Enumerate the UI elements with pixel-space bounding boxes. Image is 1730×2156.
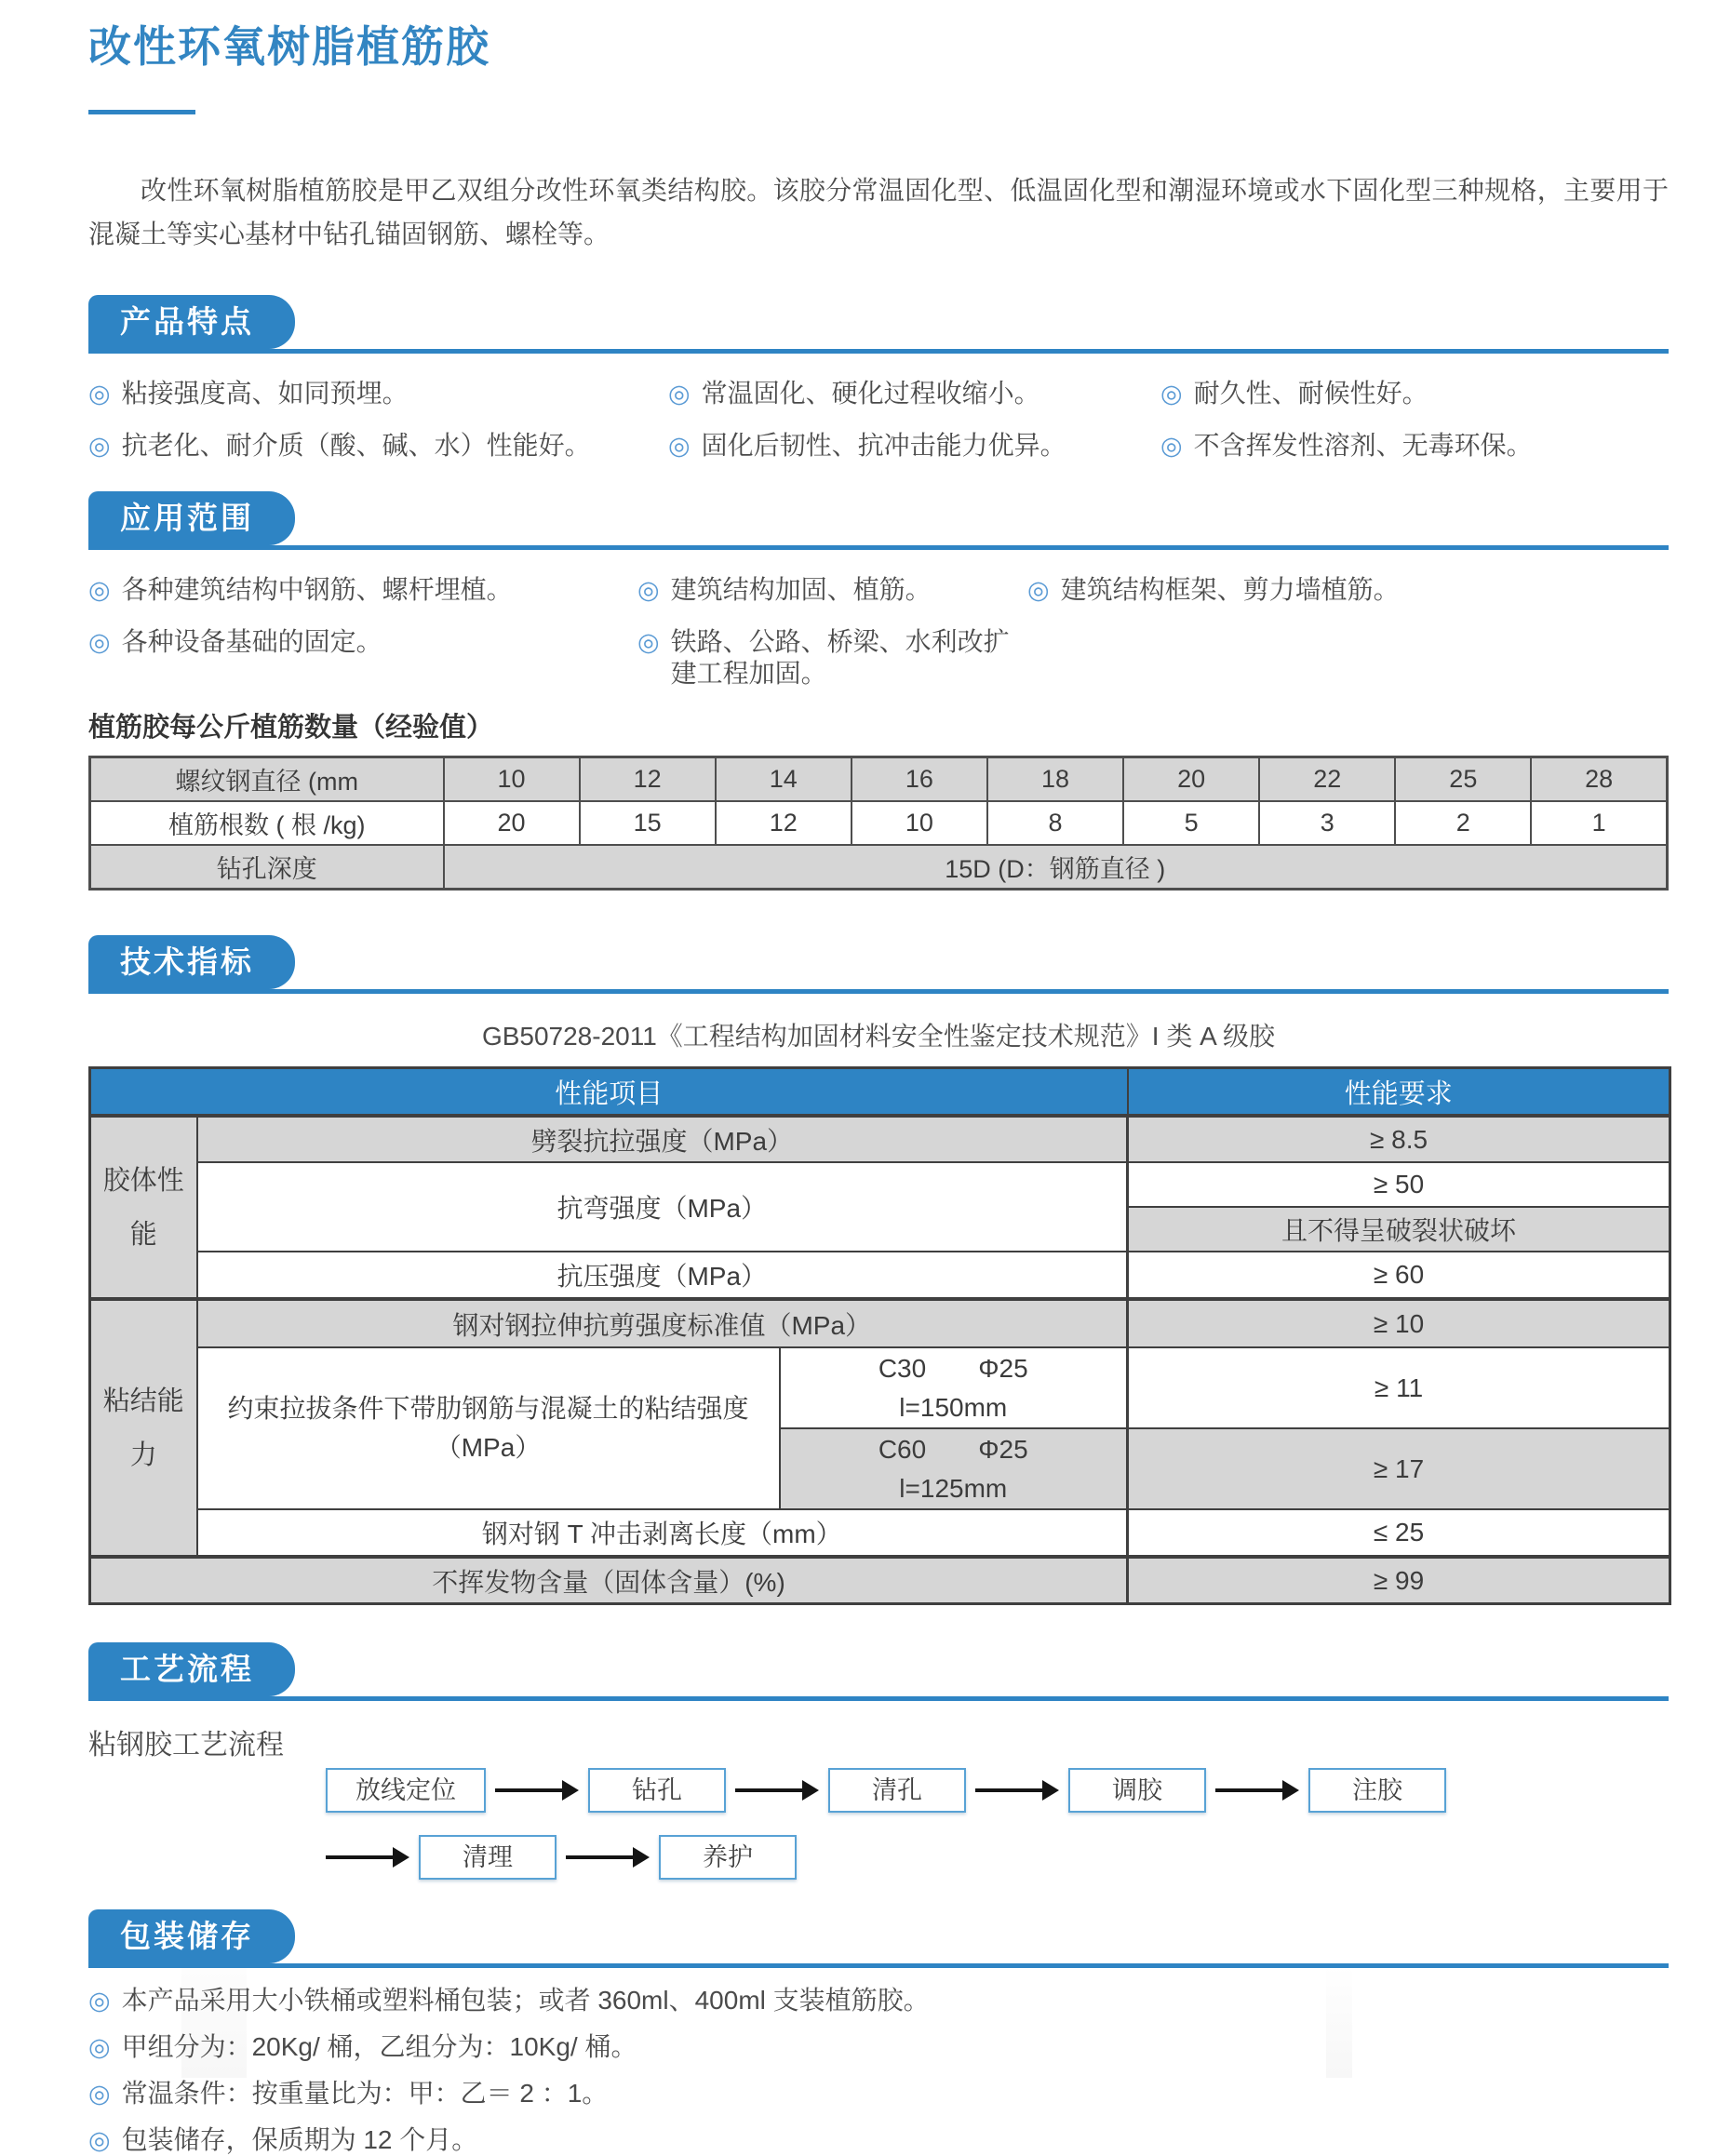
double-circle-bullet-icon: ◎ xyxy=(88,1987,111,2015)
col-header-property: 性能项目 xyxy=(90,1068,1128,1117)
double-circle-bullet-icon: ◎ xyxy=(88,628,111,656)
section-process xyxy=(88,1642,1669,1701)
packaging-text: 常温条件：按重量比为：甲：乙＝ 2 ：1。 xyxy=(121,2079,609,2108)
feature-text: 常温固化、硬化过程收缩小。 xyxy=(701,379,1040,408)
tech-heading-badge: 技术指标 xyxy=(88,935,295,989)
table-row xyxy=(90,801,1668,845)
flow-arrow-icon xyxy=(735,1780,819,1801)
table-row xyxy=(90,1252,1670,1299)
rebar-count-label: 植筋根数 ( 根 /kg) xyxy=(90,801,444,845)
rebar-count-table xyxy=(88,756,1669,891)
flow-step: 清理 xyxy=(419,1835,557,1880)
list-item xyxy=(88,2078,1669,2109)
property-label: 劈裂抗拉强度（MPa） xyxy=(197,1116,1128,1162)
feature-text: 粘接强度高、如同预埋。 xyxy=(121,379,409,408)
condition-c30-line2: l=150mm xyxy=(899,1392,1008,1422)
double-circle-bullet-icon: ◎ xyxy=(88,2080,111,2108)
bond-strength-label-line2: （MPa） xyxy=(435,1433,542,1462)
application-text: 各种建筑结构中钢筋、螺杆埋植。 xyxy=(121,575,513,604)
packaging-text: 甲组分为：20Kg/ 桶，乙组分为：10Kg/ 桶。 xyxy=(121,2032,637,2061)
process-flow-row-1 xyxy=(326,1768,1669,1813)
double-circle-bullet-icon: ◎ xyxy=(1160,432,1183,460)
count-value: 2 xyxy=(1395,801,1531,845)
requirement-value: ≤ 25 xyxy=(1128,1509,1670,1557)
table-row xyxy=(90,1509,1670,1557)
flow-arrow-icon xyxy=(566,1847,650,1868)
process-flow-row-2 xyxy=(326,1835,1669,1880)
count-value: 10 xyxy=(852,801,987,845)
double-circle-bullet-icon: ◎ xyxy=(1027,576,1050,604)
double-circle-bullet-icon: ◎ xyxy=(88,2126,111,2154)
table-row xyxy=(90,1299,1670,1347)
count-value: 3 xyxy=(1259,801,1395,845)
datasheet-page xyxy=(0,20,1730,2156)
rebar-table-title: 植筋胶每公斤植筋数量（经验值） xyxy=(88,713,494,743)
section-packaging xyxy=(88,1909,1669,1968)
double-circle-bullet-icon: ◎ xyxy=(88,2033,111,2061)
application-text: 建筑结构加固、植筋。 xyxy=(670,575,932,604)
condition-c30-line1: C30 Φ25 xyxy=(878,1353,1028,1383)
condition-c60 xyxy=(780,1428,1128,1509)
requirement-value: ≥ 60 xyxy=(1128,1252,1670,1299)
features-list xyxy=(88,378,1669,462)
diameter-value: 22 xyxy=(1259,757,1395,802)
tech-spec-table xyxy=(88,1066,1671,1605)
list-item xyxy=(668,430,1160,462)
list-item xyxy=(88,378,668,409)
flow-arrow-icon xyxy=(975,1780,1059,1801)
section-features xyxy=(88,295,1669,354)
flow-step: 放线定位 xyxy=(326,1768,486,1813)
condition-c30 xyxy=(780,1347,1128,1428)
feature-text: 固化后韧性、抗冲击能力优异。 xyxy=(701,431,1066,460)
application-text: 铁路、公路、桥梁、水利改扩建工程加固。 xyxy=(670,627,1010,688)
requirement-value: ≥ 99 xyxy=(1128,1557,1670,1604)
intro-paragraph: 改性环氧树脂植筋胶是甲乙双组分改性环氧类结构胶。该胶分常温固化型、低温固化型和潮湿环境或水下固化型三种规格，主要用于混凝土等实心基材中钻孔锚固钢筋、螺栓等。 xyxy=(88,176,1669,248)
property-label: 不挥发物含量（固体含量）(%) xyxy=(90,1557,1128,1604)
flow-arrow-icon xyxy=(1215,1780,1299,1801)
double-circle-bullet-icon: ◎ xyxy=(88,380,111,408)
section-applications xyxy=(88,491,1669,550)
requirement-value: ≥ 10 xyxy=(1128,1299,1670,1347)
double-circle-bullet-icon: ◎ xyxy=(668,380,691,408)
double-circle-bullet-icon: ◎ xyxy=(637,628,660,656)
table-row xyxy=(90,757,1668,802)
drill-depth-label: 钻孔深度 xyxy=(90,845,444,890)
group-label-bonding-capacity: 粘结能力 xyxy=(90,1299,197,1557)
diameter-value: 10 xyxy=(444,757,580,802)
diameter-value: 18 xyxy=(987,757,1123,802)
count-value: 5 xyxy=(1123,801,1259,845)
requirement-value: ≥ 11 xyxy=(1128,1347,1670,1428)
table-header-row xyxy=(90,1068,1670,1117)
double-circle-bullet-icon: ◎ xyxy=(668,432,691,460)
diameter-value: 14 xyxy=(716,757,852,802)
title-underline-dash xyxy=(88,110,195,114)
list-item xyxy=(88,430,668,462)
requirement-value: ≥ 17 xyxy=(1128,1428,1670,1509)
packaging-list xyxy=(88,1985,1669,2156)
bond-strength-label-line1: 约束拉拔条件下带肋钢筋与混凝土的粘结强度 xyxy=(227,1394,749,1423)
group-label-adhesive-properties: 胶体性能 xyxy=(90,1116,197,1299)
process-subtitle: 粘钢胶工艺流程 xyxy=(88,1730,284,1761)
property-label: 钢对钢 T 冲击剥离长度（mm） xyxy=(197,1509,1128,1557)
flow-step: 清孔 xyxy=(828,1768,966,1813)
list-item xyxy=(637,626,1027,690)
diameter-value: 25 xyxy=(1395,757,1531,802)
double-circle-bullet-icon: ◎ xyxy=(88,432,111,460)
count-value: 1 xyxy=(1531,801,1667,845)
packaging-text: 本产品采用大小铁桶或塑料桶包装；或者 360ml、400ml 支装植筋胶。 xyxy=(121,1986,930,2015)
diameter-value: 20 xyxy=(1123,757,1259,802)
section-rule xyxy=(88,1696,1669,1701)
table-row xyxy=(90,1116,1670,1162)
condition-c60-line2: l=125mm xyxy=(899,1473,1008,1503)
section-rule xyxy=(88,989,1669,994)
flow-arrow-icon xyxy=(495,1780,579,1801)
count-value: 8 xyxy=(987,801,1123,845)
table-row xyxy=(90,1557,1670,1604)
features-heading-badge: 产品特点 xyxy=(88,295,295,349)
count-value: 15 xyxy=(580,801,716,845)
process-heading-badge: 工艺流程 xyxy=(88,1642,295,1696)
flow-step: 注胶 xyxy=(1308,1768,1446,1813)
double-circle-bullet-icon: ◎ xyxy=(637,576,660,604)
property-label: 钢对钢拉伸抗剪强度标准值（MPa） xyxy=(197,1299,1128,1347)
list-item xyxy=(637,574,1027,606)
list-item xyxy=(88,626,637,690)
list-item xyxy=(88,2031,1669,2063)
list-item xyxy=(1027,574,1669,606)
feature-text: 抗老化、耐介质（酸、碱、水）性能好。 xyxy=(121,431,591,460)
feature-text: 耐久性、耐候性好。 xyxy=(1193,379,1428,408)
property-label: 抗压强度（MPa） xyxy=(197,1252,1128,1299)
list-item xyxy=(88,1985,1669,2016)
count-value: 20 xyxy=(444,801,580,845)
table-row xyxy=(90,845,1668,890)
flow-arrow-icon xyxy=(326,1847,409,1868)
section-rule xyxy=(88,1963,1669,1968)
flow-step: 养护 xyxy=(659,1835,797,1880)
list-item xyxy=(88,2124,1669,2156)
rebar-diameter-label: 螺纹钢直径 (mm xyxy=(90,757,444,802)
count-value: 12 xyxy=(716,801,852,845)
list-item xyxy=(1160,378,1669,409)
standard-reference: GB50728-2011《工程结构加固材料安全性鉴定技术规范》I 类 A 级胶 xyxy=(481,1022,1276,1051)
section-rule xyxy=(88,545,1669,550)
section-tech xyxy=(88,935,1669,994)
list-item xyxy=(1160,430,1669,462)
application-text: 建筑结构框架、剪力墙植筋。 xyxy=(1060,575,1400,604)
packaging-heading-badge: 包装储存 xyxy=(88,1909,295,1963)
col-header-requirement: 性能要求 xyxy=(1128,1068,1670,1117)
double-circle-bullet-icon: ◎ xyxy=(1160,380,1183,408)
feature-text: 不含挥发性溶剂、无毒环保。 xyxy=(1193,431,1533,460)
packaging-text: 包装储存，保质期为 12 个月。 xyxy=(121,2125,478,2154)
property-label: 抗弯强度（MPa） xyxy=(197,1162,1128,1252)
requirement-value: ≥ 8.5 xyxy=(1128,1116,1670,1162)
flow-step: 调胶 xyxy=(1068,1768,1206,1813)
flow-step: 钻孔 xyxy=(588,1768,726,1813)
diameter-value: 28 xyxy=(1531,757,1667,802)
applications-heading-badge: 应用范围 xyxy=(88,491,295,545)
diameter-value: 12 xyxy=(580,757,716,802)
property-label xyxy=(197,1347,780,1509)
diameter-value: 16 xyxy=(852,757,987,802)
drill-depth-value: 15D (D：钢筋直径 ) xyxy=(444,845,1668,890)
application-text: 各种设备基础的固定。 xyxy=(121,627,382,656)
table-row xyxy=(90,1347,1670,1428)
page-title: 改性环氧树脂植筋胶 xyxy=(88,22,490,71)
condition-c60-line1: C60 Φ25 xyxy=(878,1434,1028,1464)
requirement-value: ≥ 50 xyxy=(1128,1162,1670,1207)
list-item xyxy=(88,574,637,606)
requirement-note: 且不得呈破裂状破坏 xyxy=(1128,1207,1670,1252)
double-circle-bullet-icon: ◎ xyxy=(88,576,111,604)
table-row xyxy=(90,1162,1670,1207)
list-item xyxy=(668,378,1160,409)
section-rule xyxy=(88,349,1669,354)
applications-list xyxy=(88,574,1669,690)
